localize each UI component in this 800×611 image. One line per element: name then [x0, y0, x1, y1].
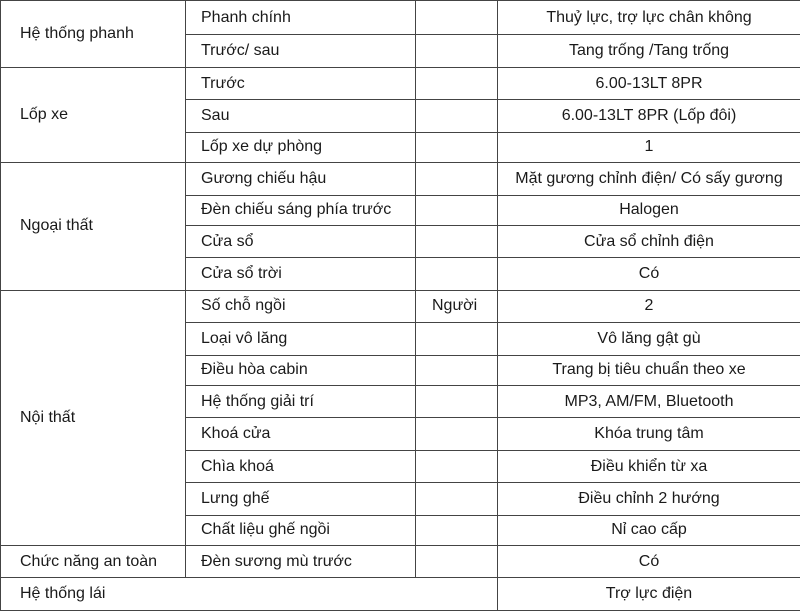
group-label: Hệ thống lái — [1, 578, 186, 611]
table-row — [1, 1, 800, 35]
feature-cell: Sau — [186, 100, 416, 132]
feature-cell: Trước/ sau — [186, 35, 416, 67]
value-cell: 2 — [498, 290, 800, 322]
unit-cell — [416, 195, 498, 225]
group-label: Chức năng an toàn — [1, 546, 186, 578]
value-cell: Cửa sổ chỉnh điện — [498, 225, 800, 257]
unit-cell — [416, 450, 498, 482]
value-cell: 6.00-13LT 8PR — [498, 67, 800, 99]
value-cell: 6.00-13LT 8PR (Lốp đôi) — [498, 100, 800, 132]
group-label: Ngoại thất — [1, 163, 186, 291]
unit-cell — [416, 258, 498, 290]
unit-cell — [416, 132, 498, 162]
unit-cell — [416, 483, 498, 515]
value-cell: Điều khiển từ xa — [498, 450, 800, 482]
unit-cell — [416, 35, 498, 67]
feature-cell: Phanh chính — [186, 1, 416, 35]
unit-cell — [416, 1, 498, 35]
group-label: Lốp xe — [1, 67, 186, 162]
unit-cell — [416, 323, 498, 355]
table-row — [1, 578, 800, 611]
value-cell: MP3, AM/FM, Bluetooth — [498, 385, 800, 417]
group-label: Hệ thống phanh — [1, 1, 186, 68]
value-cell: Có — [498, 546, 800, 578]
feature-cell: Lưng ghế — [186, 483, 416, 515]
unit-cell — [416, 515, 498, 545]
feature-cell: Đèn sương mù trước — [186, 546, 416, 578]
value-cell: Vô lăng gật gù — [498, 323, 800, 355]
table-row — [1, 290, 800, 322]
feature-cell: Gương chiếu hậu — [186, 163, 416, 195]
value-cell: Nỉ cao cấp — [498, 515, 800, 545]
feature-cell: Đèn chiếu sáng phía trước — [186, 195, 416, 225]
feature-cell: Hệ thống giải trí — [186, 385, 416, 417]
table-row — [1, 67, 800, 99]
table-row — [1, 163, 800, 195]
feature-cell: Loại vô lăng — [186, 323, 416, 355]
value-cell: Thuỷ lực, trợ lực chân không — [498, 1, 800, 35]
value-cell: Trang bị tiêu chuẩn theo xe — [498, 355, 800, 385]
unit-cell — [416, 100, 498, 132]
unit-cell — [416, 418, 498, 450]
feature-cell: Cửa sổ trời — [186, 258, 416, 290]
unit-cell — [416, 67, 498, 99]
table-row — [1, 546, 800, 578]
value-cell: Khóa trung tâm — [498, 418, 800, 450]
empty-cell — [186, 578, 498, 611]
unit-cell — [416, 225, 498, 257]
value-cell: 1 — [498, 132, 800, 162]
value-cell: Halogen — [498, 195, 800, 225]
feature-cell: Cửa sổ — [186, 225, 416, 257]
feature-cell: Chất liệu ghế ngồi — [186, 515, 416, 545]
feature-cell: Điều hòa cabin — [186, 355, 416, 385]
unit-cell — [416, 355, 498, 385]
feature-cell: Khoá cửa — [186, 418, 416, 450]
feature-cell: Chìa khoá — [186, 450, 416, 482]
feature-cell: Lốp xe dự phòng — [186, 132, 416, 162]
value-cell: Trợ lực điện — [498, 578, 800, 611]
feature-cell: Số chỗ ngồi — [186, 290, 416, 322]
unit-cell: Người — [416, 290, 498, 322]
unit-cell — [416, 163, 498, 195]
group-label: Nội thất — [1, 290, 186, 545]
value-cell: Tang trống /Tang trống — [498, 35, 800, 67]
feature-cell: Trước — [186, 67, 416, 99]
value-cell: Mặt gương chỉnh điện/ Có sấy gương — [498, 163, 800, 195]
value-cell: Điều chỉnh 2 hướng — [498, 483, 800, 515]
value-cell: Có — [498, 258, 800, 290]
unit-cell — [416, 385, 498, 417]
unit-cell — [416, 546, 498, 578]
